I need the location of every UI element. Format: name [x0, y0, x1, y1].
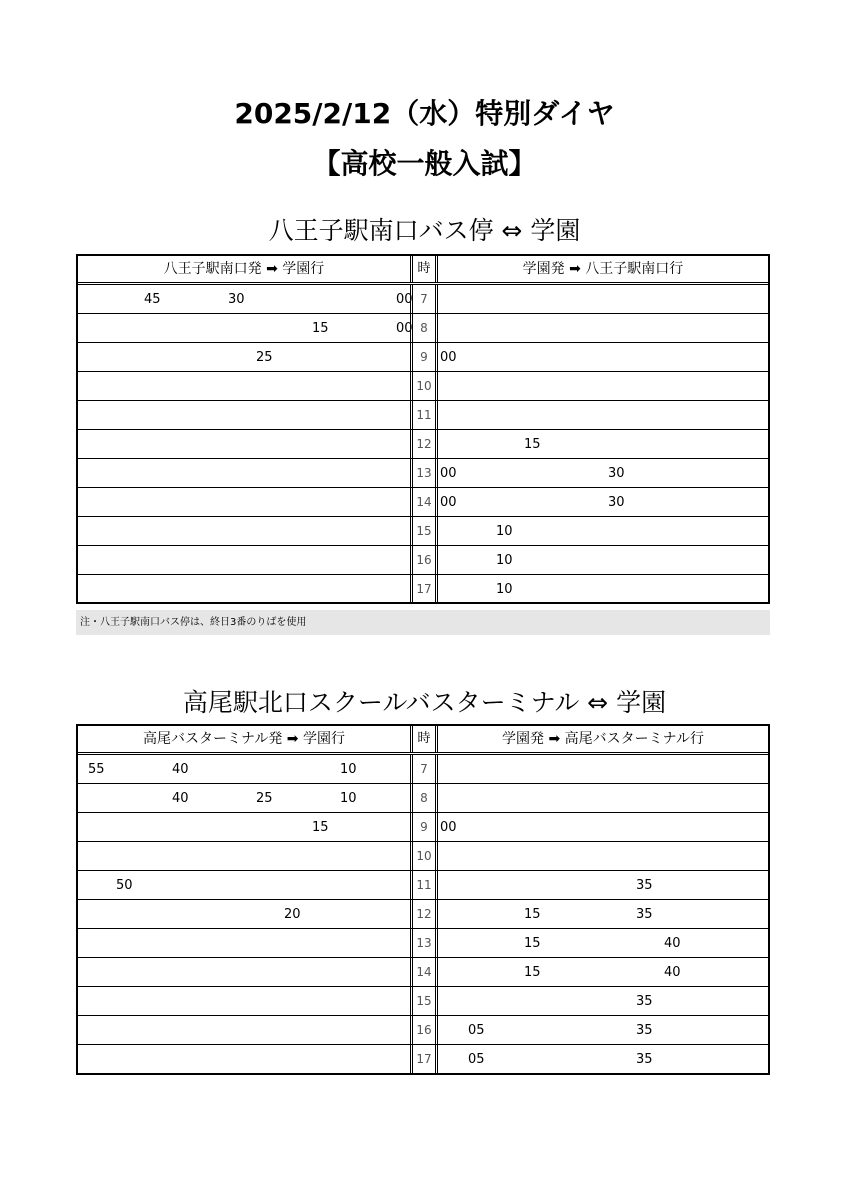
hour-cell: 13 — [410, 929, 438, 957]
inbound-cell — [438, 401, 768, 429]
outbound-cell — [78, 1016, 410, 1044]
inbound-cell — [438, 285, 768, 313]
hour-cell: 17 — [410, 575, 438, 604]
outbound-cell — [78, 517, 410, 545]
departure-minute: 30 — [228, 292, 245, 307]
table-row — [78, 1016, 768, 1045]
table-row — [78, 372, 768, 401]
inbound-cell — [438, 546, 768, 574]
departure-minute: 40 — [172, 762, 189, 777]
departure-minute: 00 — [440, 466, 457, 481]
outbound-cell — [78, 285, 413, 313]
table-row — [78, 546, 768, 575]
departure-minute: 40 — [664, 965, 681, 980]
departure-minute: 15 — [312, 820, 329, 835]
table-row — [78, 314, 768, 343]
timetable-hachioji — [76, 254, 770, 604]
hour-cell: 10 — [410, 372, 438, 400]
outbound-cell — [78, 958, 410, 986]
inbound-cell — [438, 575, 768, 604]
inbound-cell — [438, 900, 768, 928]
page-title: 2025/2/12（水）特別ダイヤ — [234, 97, 615, 130]
departure-minute: 00 — [440, 820, 457, 835]
table-row — [78, 343, 768, 372]
outbound-cell — [78, 871, 410, 899]
timetable-takao — [76, 724, 770, 1075]
inbound-cell — [438, 755, 768, 783]
departure-minute: 30 — [608, 466, 625, 481]
outbound-cell — [78, 314, 413, 342]
table-row — [78, 929, 768, 958]
departure-minute: 25 — [256, 791, 273, 806]
hour-cell: 9 — [410, 813, 438, 841]
inbound-cell — [438, 987, 768, 1015]
outbound-cell — [78, 842, 410, 870]
outbound-cell — [78, 575, 410, 604]
departure-minute: 00 — [396, 292, 413, 307]
departure-minute: 50 — [116, 878, 133, 893]
outbound-cell — [78, 430, 410, 458]
departure-minute: 35 — [636, 878, 653, 893]
hour-cell: 14 — [410, 488, 438, 516]
departure-minute: 05 — [468, 1023, 485, 1038]
outbound-cell — [78, 488, 410, 516]
table-row — [78, 488, 768, 517]
table-row — [78, 430, 768, 459]
outbound-cell — [78, 755, 410, 783]
inbound-cell — [438, 1016, 768, 1044]
inbound-cell — [438, 430, 768, 458]
hour-cell: 7 — [410, 285, 438, 313]
hour-cell: 17 — [410, 1045, 438, 1074]
table-row — [78, 842, 768, 871]
inbound-cell — [438, 871, 768, 899]
outbound-cell — [78, 459, 410, 487]
departure-minute: 10 — [340, 762, 357, 777]
column-header-outbound: 高尾バスターミナル発 ➡ 学園行 — [143, 731, 345, 747]
inbound-cell — [438, 517, 768, 545]
departure-minute: 15 — [524, 936, 541, 951]
outbound-cell — [78, 401, 410, 429]
inbound-cell — [438, 842, 768, 870]
table-row — [78, 987, 768, 1016]
outbound-cell — [78, 784, 410, 812]
departure-minute: 15 — [312, 321, 329, 336]
column-header-inbound: 学園発 ➡ 高尾バスターミナル行 — [502, 731, 704, 747]
departure-minute: 10 — [496, 553, 513, 568]
outbound-cell — [78, 900, 410, 928]
inbound-cell — [438, 459, 768, 487]
inbound-cell — [438, 488, 768, 516]
departure-minute: 25 — [256, 350, 273, 365]
departure-minute: 00 — [440, 350, 457, 365]
hour-cell: 10 — [410, 842, 438, 870]
column-header-inbound: 学園発 ➡ 八王子駅南口行 — [522, 261, 684, 277]
outbound-cell — [78, 372, 410, 400]
inbound-cell — [438, 372, 768, 400]
hour-cell: 7 — [410, 755, 438, 783]
outbound-cell — [78, 929, 410, 957]
departure-minute: 35 — [636, 1052, 653, 1067]
section-heading-takao: 高尾駅北口スクールバスターミナル ⇔ 学園 — [182, 688, 667, 717]
column-header-hour: 時 — [410, 256, 438, 282]
departure-minute: 35 — [636, 1023, 653, 1038]
hour-cell: 15 — [410, 987, 438, 1015]
outbound-cell — [78, 813, 410, 841]
table-row — [78, 459, 768, 488]
table-row — [78, 958, 768, 987]
hour-cell: 15 — [410, 517, 438, 545]
departure-minute: 05 — [468, 1052, 485, 1067]
table-row — [78, 900, 768, 929]
inbound-cell — [438, 314, 768, 342]
column-header-outbound: 八王子駅南口発 ➡ 学園行 — [163, 261, 325, 277]
table-row — [78, 813, 768, 842]
departure-minute: 10 — [340, 791, 357, 806]
departure-minute: 35 — [636, 907, 653, 922]
departure-minute: 10 — [496, 524, 513, 539]
note: 注・八王子駅南口バス停は、終日3番のりばを使用 — [76, 610, 770, 635]
departure-minute: 00 — [396, 321, 413, 336]
departure-minute: 30 — [608, 495, 625, 510]
inbound-cell — [438, 929, 768, 957]
hour-cell: 11 — [410, 871, 438, 899]
departure-minute: 15 — [524, 965, 541, 980]
hour-cell: 14 — [410, 958, 438, 986]
departure-minute: 45 — [144, 292, 161, 307]
departure-minute: 15 — [524, 907, 541, 922]
outbound-cell — [78, 343, 410, 371]
departure-minute: 55 — [88, 762, 105, 777]
inbound-cell — [438, 813, 768, 841]
hour-cell: 8 — [410, 314, 438, 342]
outbound-cell — [78, 546, 410, 574]
section-heading-hachioji: 八王子駅南口バス停 ⇔ 学園 — [268, 216, 581, 245]
table-row — [78, 784, 768, 813]
inbound-cell — [438, 784, 768, 812]
departure-minute: 35 — [636, 994, 653, 1009]
departure-minute: 15 — [524, 437, 541, 452]
departure-minute: 10 — [496, 582, 513, 597]
table-row — [78, 755, 768, 784]
page-subtitle: 【高校一般入試】 — [312, 147, 537, 180]
inbound-cell — [438, 958, 768, 986]
column-header-hour: 時 — [410, 726, 438, 752]
table-row — [78, 575, 768, 604]
hour-cell: 12 — [410, 430, 438, 458]
hour-cell: 12 — [410, 900, 438, 928]
departure-minute: 40 — [172, 791, 189, 806]
departure-minute: 40 — [664, 936, 681, 951]
timetable-header — [78, 726, 768, 755]
table-row — [78, 871, 768, 900]
outbound-cell — [78, 987, 410, 1015]
hour-cell: 16 — [410, 1016, 438, 1044]
hour-cell: 9 — [410, 343, 438, 371]
inbound-cell — [438, 1045, 768, 1074]
inbound-cell — [438, 343, 768, 371]
outbound-cell — [78, 1045, 410, 1074]
departure-minute: 20 — [284, 907, 301, 922]
hour-cell: 11 — [410, 401, 438, 429]
table-row — [78, 1045, 768, 1074]
table-row — [78, 285, 768, 314]
hour-cell: 16 — [410, 546, 438, 574]
table-row — [78, 401, 768, 430]
departure-minute: 00 — [440, 495, 457, 510]
table-row — [78, 517, 768, 546]
timetable-header — [78, 256, 768, 285]
hour-cell: 13 — [410, 459, 438, 487]
hour-cell: 8 — [410, 784, 438, 812]
